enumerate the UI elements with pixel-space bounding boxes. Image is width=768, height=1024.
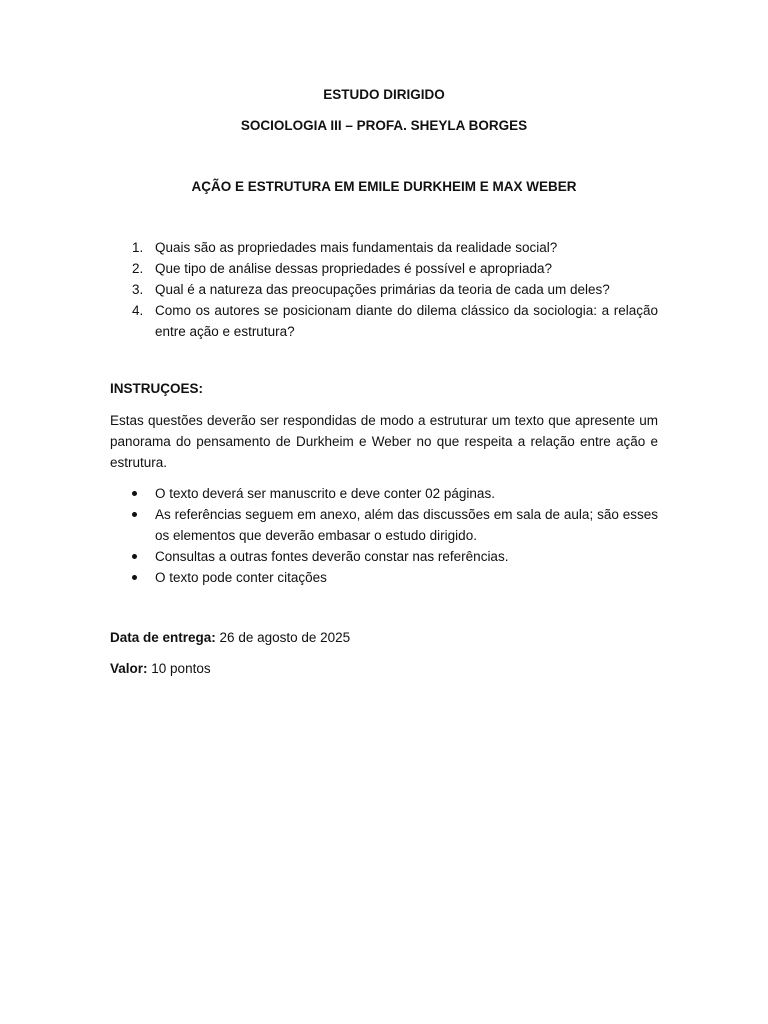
- bullet-text: As referências seguem em anexo, além das discussões em sala de aula; são esses os elementos que deverão embasar o estudo dirigido.: [155, 507, 658, 543]
- due-date-line: [110, 629, 350, 647]
- bullet-dot-icon: [132, 575, 137, 580]
- bullet-text: O texto deverá ser manuscrito e deve conter 02 páginas.: [155, 486, 495, 501]
- question-number: 2.: [132, 261, 144, 276]
- question-item: [110, 300, 658, 342]
- due-date-label: Data de entrega:: [110, 630, 216, 645]
- bullet-dot-icon: [132, 512, 137, 517]
- bullet-text: O texto pode conter citações: [155, 570, 327, 585]
- questions-list: [110, 237, 658, 342]
- bullet-item: [110, 567, 658, 588]
- question-number: 4.: [132, 303, 144, 318]
- course-line: SOCIOLOGIA III – PROFA. SHEYLA BORGES: [240, 118, 528, 133]
- question-number: 3.: [132, 282, 144, 297]
- question-item: [110, 237, 658, 258]
- bullet-text: Consultas a outras fontes deverão constar nas referências.: [155, 549, 509, 564]
- due-date-value: 26 de agosto de 2025: [219, 630, 351, 645]
- bullet-item: [110, 546, 658, 567]
- bullet-dot-icon: [132, 554, 137, 559]
- question-text: Que tipo de análise dessas propriedades é possível e apropriada?: [155, 261, 553, 276]
- bullet-item: [110, 483, 658, 504]
- question-item: [110, 258, 658, 279]
- bullet-dot-icon: [132, 491, 137, 496]
- instructions-heading: INSTRUÇOES:: [110, 381, 204, 396]
- grade-value-label: Valor:: [110, 661, 148, 676]
- question-text: Como os autores se posicionam diante do dilema clássico da sociologia: a relação entre ação e estrutura?: [155, 303, 658, 339]
- grade-value: 10 pontos: [151, 661, 211, 676]
- document-subtitle: AÇÃO E ESTRUTURA EM EMILE DURKHEIM E MAX WEBER: [191, 179, 577, 194]
- instructions-bullet-list: [110, 483, 658, 588]
- question-text: Quais são as propriedades mais fundamentais da realidade social?: [155, 240, 558, 255]
- document-title: ESTUDO DIRIGIDO: [323, 87, 445, 102]
- question-text: Qual é a natureza das preocupações primárias da teoria de cada um deles?: [155, 282, 610, 297]
- bullet-item: [110, 504, 658, 546]
- question-number: 1.: [132, 240, 144, 255]
- question-item: [110, 279, 658, 300]
- instructions-paragraph: Estas questões deverão ser respondidas de modo a estruturar um texto que apresente um panorama do pensamento de Durkheim e Weber no que respeita a relação entre ação e estrutura.: [110, 413, 658, 470]
- grade-value-line: [110, 660, 211, 678]
